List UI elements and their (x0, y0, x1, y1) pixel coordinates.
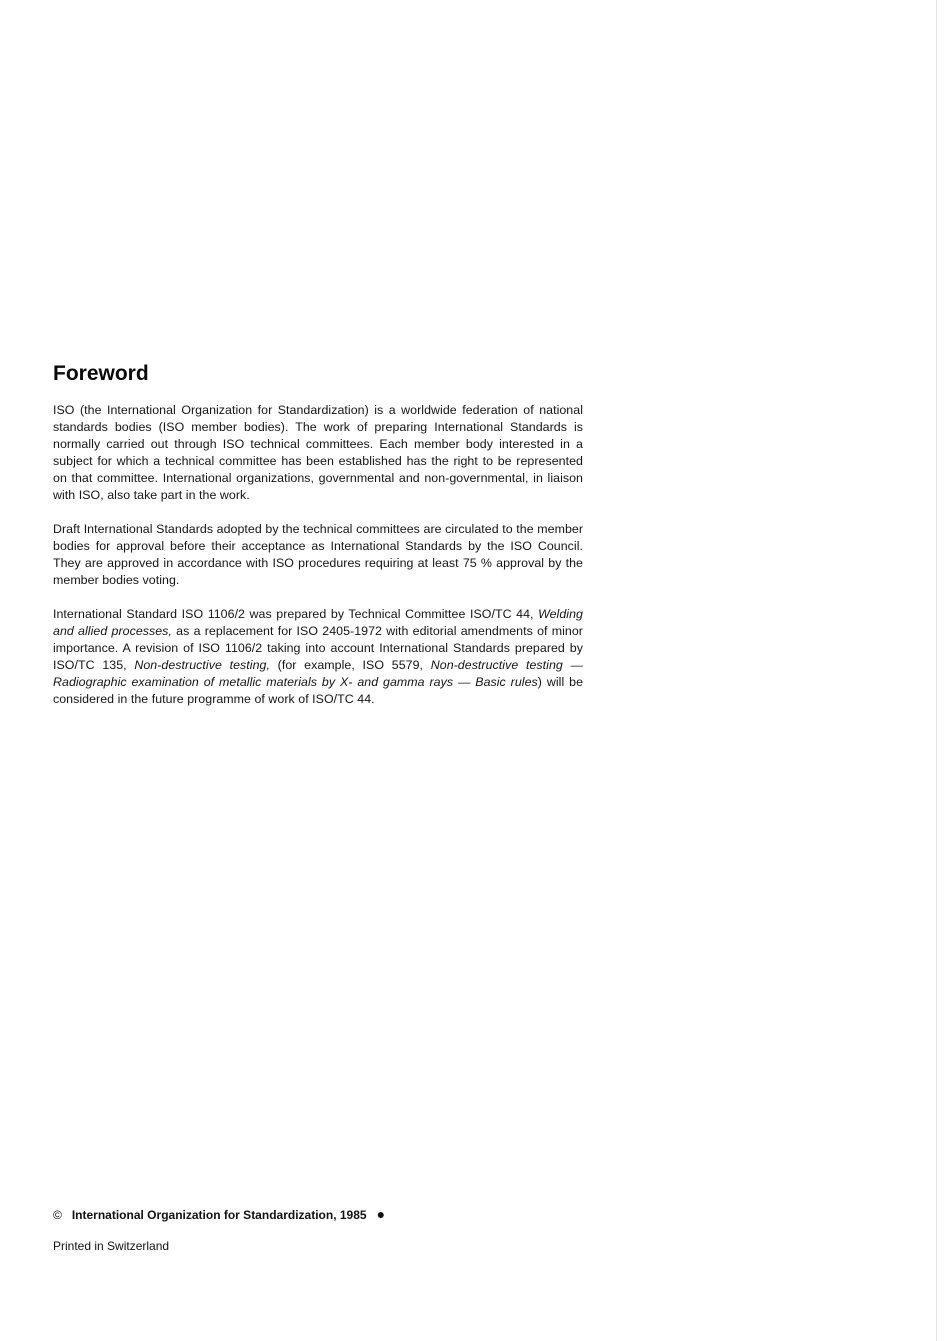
copyright-text: International Organization for Standardization, 1985 (71, 1208, 367, 1222)
bullet-mark: ● (376, 1206, 386, 1222)
italic-title-text: Non-destructive testing — Radiographic examination of metallic materials by X- and gamma rays — Basic rules (53, 658, 583, 689)
foreword-section (53, 360, 583, 725)
paragraph-text: ISO (the International Organization for Standardization) is a worldwide federation of national standards bodies (ISO member bodies). The work of preparing International Standards is normally carried out through ISO technical committees. Each member body interested in a subject for which a technical committee has been established has the right to be represented on that committee. International organizations, governmental and non-governmental, in liaison with ISO, also take part in the work. (53, 403, 583, 502)
foreword-paragraph (53, 521, 583, 589)
italic-title-text: Non-destructive testing, (134, 658, 270, 672)
foreword-body (53, 402, 583, 708)
foreword-paragraph (53, 402, 583, 504)
foreword-paragraph (53, 606, 583, 708)
italic-title-text: Welding and allied processes, (53, 607, 583, 638)
printed-in-line: Printed in Switzerland (53, 1239, 170, 1253)
paragraph-text: Draft International Standards adopted by the technical committees are circulated to the member bodies for approval before their acceptance as International Standards by the ISO Council. They are approved in accordance with ISO procedures requiring at least 75 % approval by the member bodies voting. (53, 522, 583, 587)
copyright-symbol: © (53, 1208, 62, 1222)
paragraph-text: as a replacement for ISO 2405-1972 with editorial amendments of minor importance. A revision of ISO 1106/2 taking into account International Standards prepared by ISO/TC 135, (53, 624, 583, 672)
paragraph-text: (for example, ISO 5579, (269, 658, 431, 672)
foreword-title: Foreword (53, 362, 149, 385)
copyright-line (53, 1206, 385, 1223)
scan-edge-line (936, 0, 937, 1341)
paragraph-text: ) will be considered in the future programme of work of ISO/TC 44. (53, 675, 584, 706)
paragraph-text: International Standard ISO 1106/2 was prepared by Technical Committee ISO/TC 44, (53, 607, 539, 621)
